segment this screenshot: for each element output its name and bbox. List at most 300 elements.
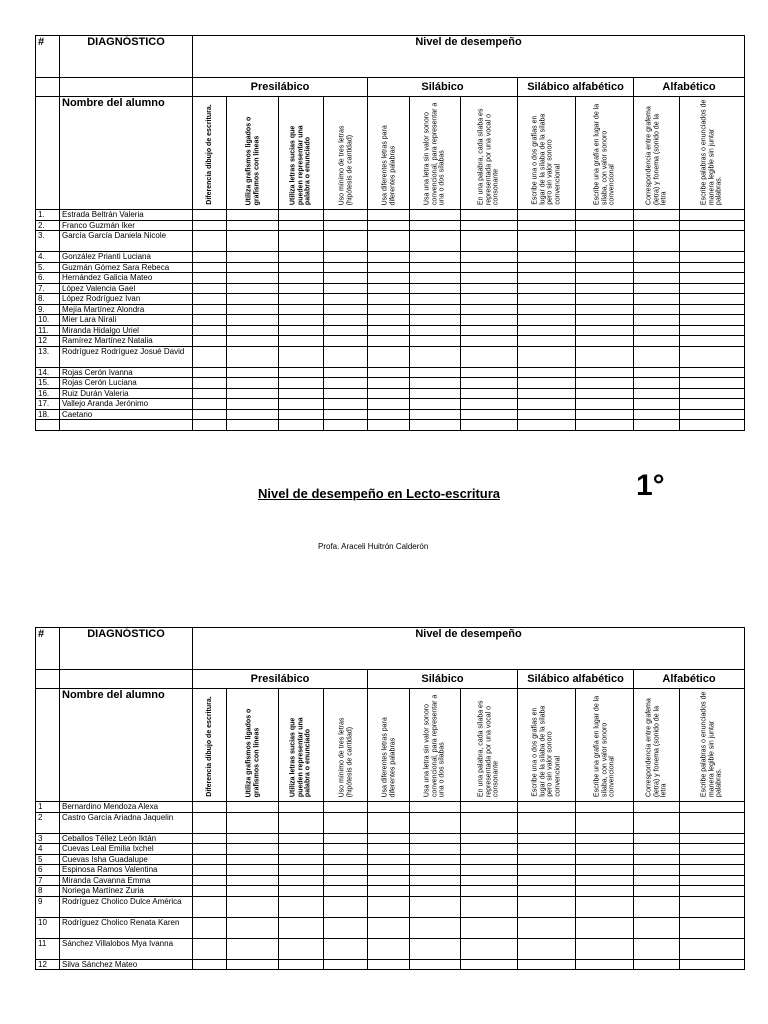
assessment-cell[interactable] [576,833,634,844]
assessment-cell[interactable] [193,409,227,420]
assessment-cell[interactable] [680,210,745,221]
assessment-cell[interactable] [680,854,745,865]
assessment-cell[interactable] [518,886,576,897]
assessment-cell[interactable] [279,262,324,273]
assessment-cell[interactable] [324,886,368,897]
assessment-cell[interactable] [227,378,279,389]
assessment-cell[interactable] [227,304,279,315]
assessment-cell[interactable] [461,959,518,970]
assessment-cell[interactable] [227,399,279,410]
assessment-cell[interactable] [410,367,461,378]
assessment-cell[interactable] [680,388,745,399]
assessment-cell[interactable] [576,231,634,252]
assessment-cell[interactable] [461,336,518,347]
assessment-cell[interactable] [324,938,368,959]
assessment-cell[interactable] [193,399,227,410]
assessment-cell[interactable] [279,220,324,231]
assessment-cell[interactable] [193,346,227,367]
assessment-cell[interactable] [324,315,368,326]
assessment-cell[interactable] [279,420,324,431]
assessment-cell[interactable] [680,844,745,855]
assessment-cell[interactable] [518,252,576,263]
assessment-cell[interactable] [368,315,410,326]
assessment-cell[interactable] [368,283,410,294]
assessment-cell[interactable] [227,875,279,886]
assessment-cell[interactable] [518,346,576,367]
assessment-cell[interactable] [518,938,576,959]
assessment-cell[interactable] [279,283,324,294]
assessment-cell[interactable] [227,896,279,917]
assessment-cell[interactable] [576,399,634,410]
assessment-cell[interactable] [634,220,680,231]
assessment-cell[interactable] [634,388,680,399]
assessment-cell[interactable] [518,220,576,231]
assessment-cell[interactable] [680,304,745,315]
assessment-cell[interactable] [410,833,461,844]
assessment-cell[interactable] [410,917,461,938]
assessment-cell[interactable] [576,210,634,221]
assessment-cell[interactable] [227,886,279,897]
assessment-cell[interactable] [279,231,324,252]
assessment-cell[interactable] [680,325,745,336]
assessment-cell[interactable] [193,231,227,252]
assessment-cell[interactable] [279,812,324,833]
assessment-cell[interactable] [227,802,279,813]
assessment-cell[interactable] [634,409,680,420]
assessment-cell[interactable] [461,315,518,326]
assessment-cell[interactable] [518,262,576,273]
assessment-cell[interactable] [279,409,324,420]
assessment-cell[interactable] [227,252,279,263]
assessment-cell[interactable] [227,283,279,294]
assessment-cell[interactable] [227,865,279,876]
assessment-cell[interactable] [410,875,461,886]
assessment-cell[interactable] [368,844,410,855]
assessment-cell[interactable] [227,210,279,221]
assessment-cell[interactable] [410,812,461,833]
assessment-cell[interactable] [634,262,680,273]
assessment-cell[interactable] [324,802,368,813]
assessment-cell[interactable] [193,315,227,326]
assessment-cell[interactable] [227,346,279,367]
assessment-cell[interactable] [634,346,680,367]
assessment-cell[interactable] [279,388,324,399]
assessment-cell[interactable] [410,294,461,305]
assessment-cell[interactable] [279,875,324,886]
assessment-cell[interactable] [634,399,680,410]
assessment-cell[interactable] [410,409,461,420]
assessment-cell[interactable] [461,865,518,876]
assessment-cell[interactable] [368,409,410,420]
assessment-cell[interactable] [324,273,368,284]
assessment-cell[interactable] [410,273,461,284]
assessment-cell[interactable] [410,315,461,326]
assessment-cell[interactable] [634,875,680,886]
assessment-cell[interactable] [461,273,518,284]
assessment-cell[interactable] [410,231,461,252]
assessment-cell[interactable] [461,252,518,263]
assessment-cell[interactable] [576,420,634,431]
assessment-cell[interactable] [324,388,368,399]
assessment-cell[interactable] [410,399,461,410]
assessment-cell[interactable] [576,938,634,959]
assessment-cell[interactable] [368,325,410,336]
assessment-cell[interactable] [680,315,745,326]
assessment-cell[interactable] [576,959,634,970]
assessment-cell[interactable] [461,896,518,917]
assessment-cell[interactable] [634,854,680,865]
assessment-cell[interactable] [634,865,680,876]
assessment-cell[interactable] [368,917,410,938]
assessment-cell[interactable] [518,304,576,315]
assessment-cell[interactable] [634,802,680,813]
assessment-cell[interactable] [634,315,680,326]
assessment-cell[interactable] [368,865,410,876]
assessment-cell[interactable] [518,294,576,305]
assessment-cell[interactable] [324,304,368,315]
assessment-cell[interactable] [518,399,576,410]
assessment-cell[interactable] [634,325,680,336]
assessment-cell[interactable] [518,959,576,970]
assessment-cell[interactable] [576,378,634,389]
assessment-cell[interactable] [368,304,410,315]
assessment-cell[interactable] [680,252,745,263]
assessment-cell[interactable] [227,273,279,284]
assessment-cell[interactable] [193,325,227,336]
assessment-cell[interactable] [680,812,745,833]
assessment-cell[interactable] [368,812,410,833]
assessment-cell[interactable] [680,802,745,813]
assessment-cell[interactable] [324,378,368,389]
assessment-cell[interactable] [410,346,461,367]
assessment-cell[interactable] [518,812,576,833]
assessment-cell[interactable] [518,325,576,336]
assessment-cell[interactable] [193,273,227,284]
assessment-cell[interactable] [368,896,410,917]
assessment-cell[interactable] [461,346,518,367]
assessment-cell[interactable] [461,220,518,231]
assessment-cell[interactable] [227,315,279,326]
assessment-cell[interactable] [634,886,680,897]
assessment-cell[interactable] [410,844,461,855]
assessment-cell[interactable] [576,315,634,326]
assessment-cell[interactable] [461,917,518,938]
assessment-cell[interactable] [634,917,680,938]
assessment-cell[interactable] [227,812,279,833]
assessment-cell[interactable] [634,367,680,378]
assessment-cell[interactable] [576,336,634,347]
assessment-cell[interactable] [634,304,680,315]
assessment-cell[interactable] [368,378,410,389]
assessment-cell[interactable] [279,865,324,876]
assessment-cell[interactable] [193,283,227,294]
assessment-cell[interactable] [193,252,227,263]
assessment-cell[interactable] [227,917,279,938]
assessment-cell[interactable] [461,420,518,431]
assessment-cell[interactable] [634,231,680,252]
assessment-cell[interactable] [279,959,324,970]
assessment-cell[interactable] [279,378,324,389]
assessment-cell[interactable] [227,262,279,273]
assessment-cell[interactable] [227,420,279,431]
assessment-cell[interactable] [518,315,576,326]
assessment-cell[interactable] [518,336,576,347]
assessment-cell[interactable] [324,399,368,410]
assessment-cell[interactable] [193,896,227,917]
assessment-cell[interactable] [461,399,518,410]
assessment-cell[interactable] [576,252,634,263]
assessment-cell[interactable] [279,917,324,938]
assessment-cell[interactable] [680,367,745,378]
assessment-cell[interactable] [410,336,461,347]
assessment-cell[interactable] [680,231,745,252]
assessment-cell[interactable] [193,938,227,959]
assessment-cell[interactable] [680,938,745,959]
assessment-cell[interactable] [324,865,368,876]
assessment-cell[interactable] [576,886,634,897]
assessment-cell[interactable] [324,833,368,844]
assessment-cell[interactable] [324,336,368,347]
assessment-cell[interactable] [279,210,324,221]
assessment-cell[interactable] [410,252,461,263]
assessment-cell[interactable] [410,210,461,221]
assessment-cell[interactable] [634,959,680,970]
assessment-cell[interactable] [368,833,410,844]
assessment-cell[interactable] [518,420,576,431]
assessment-cell[interactable] [279,252,324,263]
assessment-cell[interactable] [461,231,518,252]
assessment-cell[interactable] [324,896,368,917]
assessment-cell[interactable] [461,283,518,294]
assessment-cell[interactable] [368,252,410,263]
assessment-cell[interactable] [193,854,227,865]
assessment-cell[interactable] [576,875,634,886]
assessment-cell[interactable] [279,346,324,367]
assessment-cell[interactable] [279,854,324,865]
assessment-cell[interactable] [324,210,368,221]
assessment-cell[interactable] [324,294,368,305]
assessment-cell[interactable] [680,262,745,273]
assessment-cell[interactable] [576,304,634,315]
assessment-cell[interactable] [368,220,410,231]
assessment-cell[interactable] [518,283,576,294]
assessment-cell[interactable] [680,399,745,410]
assessment-cell[interactable] [461,294,518,305]
assessment-cell[interactable] [461,378,518,389]
assessment-cell[interactable] [680,917,745,938]
assessment-cell[interactable] [576,844,634,855]
assessment-cell[interactable] [227,294,279,305]
assessment-cell[interactable] [279,315,324,326]
assessment-cell[interactable] [634,283,680,294]
assessment-cell[interactable] [324,844,368,855]
assessment-cell[interactable] [461,938,518,959]
assessment-cell[interactable] [634,938,680,959]
assessment-cell[interactable] [227,409,279,420]
assessment-cell[interactable] [279,896,324,917]
assessment-cell[interactable] [193,833,227,844]
assessment-cell[interactable] [518,378,576,389]
assessment-cell[interactable] [410,283,461,294]
assessment-cell[interactable] [576,812,634,833]
assessment-cell[interactable] [324,367,368,378]
assessment-cell[interactable] [227,231,279,252]
assessment-cell[interactable] [576,409,634,420]
assessment-cell[interactable] [279,325,324,336]
assessment-cell[interactable] [680,294,745,305]
assessment-cell[interactable] [279,833,324,844]
assessment-cell[interactable] [368,802,410,813]
assessment-cell[interactable] [634,378,680,389]
assessment-cell[interactable] [279,886,324,897]
assessment-cell[interactable] [227,367,279,378]
assessment-cell[interactable] [634,896,680,917]
assessment-cell[interactable] [518,875,576,886]
assessment-cell[interactable] [193,875,227,886]
assessment-cell[interactable] [324,252,368,263]
assessment-cell[interactable] [193,378,227,389]
assessment-cell[interactable] [368,875,410,886]
assessment-cell[interactable] [193,336,227,347]
assessment-cell[interactable] [193,886,227,897]
assessment-cell[interactable] [324,283,368,294]
assessment-cell[interactable] [518,231,576,252]
assessment-cell[interactable] [410,959,461,970]
assessment-cell[interactable] [680,220,745,231]
assessment-cell[interactable] [680,959,745,970]
assessment-cell[interactable] [410,896,461,917]
assessment-cell[interactable] [410,802,461,813]
assessment-cell[interactable] [461,844,518,855]
assessment-cell[interactable] [518,844,576,855]
assessment-cell[interactable] [461,388,518,399]
assessment-cell[interactable] [518,865,576,876]
assessment-cell[interactable] [680,886,745,897]
assessment-cell[interactable] [576,388,634,399]
assessment-cell[interactable] [680,346,745,367]
assessment-cell[interactable] [368,273,410,284]
assessment-cell[interactable] [461,875,518,886]
assessment-cell[interactable] [410,262,461,273]
assessment-cell[interactable] [680,336,745,347]
assessment-cell[interactable] [368,959,410,970]
assessment-cell[interactable] [193,812,227,833]
assessment-cell[interactable] [193,388,227,399]
assessment-cell[interactable] [227,325,279,336]
assessment-cell[interactable] [193,802,227,813]
assessment-cell[interactable] [279,844,324,855]
assessment-cell[interactable] [324,917,368,938]
assessment-cell[interactable] [518,802,576,813]
assessment-cell[interactable] [518,833,576,844]
assessment-cell[interactable] [680,409,745,420]
assessment-cell[interactable] [680,875,745,886]
assessment-cell[interactable] [227,220,279,231]
assessment-cell[interactable] [324,325,368,336]
assessment-cell[interactable] [634,273,680,284]
assessment-cell[interactable] [576,917,634,938]
assessment-cell[interactable] [368,262,410,273]
assessment-cell[interactable] [634,812,680,833]
assessment-cell[interactable] [324,959,368,970]
assessment-cell[interactable] [193,367,227,378]
assessment-cell[interactable] [518,896,576,917]
assessment-cell[interactable] [518,273,576,284]
assessment-cell[interactable] [279,273,324,284]
assessment-cell[interactable] [461,812,518,833]
assessment-cell[interactable] [227,938,279,959]
assessment-cell[interactable] [461,833,518,844]
assessment-cell[interactable] [324,262,368,273]
assessment-cell[interactable] [461,367,518,378]
assessment-cell[interactable] [368,231,410,252]
assessment-cell[interactable] [410,220,461,231]
assessment-cell[interactable] [410,378,461,389]
assessment-cell[interactable] [368,886,410,897]
assessment-cell[interactable] [461,802,518,813]
assessment-cell[interactable] [279,367,324,378]
assessment-cell[interactable] [410,865,461,876]
assessment-cell[interactable] [410,388,461,399]
assessment-cell[interactable] [576,325,634,336]
assessment-cell[interactable] [576,854,634,865]
assessment-cell[interactable] [576,273,634,284]
assessment-cell[interactable] [193,917,227,938]
assessment-cell[interactable] [634,833,680,844]
assessment-cell[interactable] [193,844,227,855]
assessment-cell[interactable] [324,346,368,367]
assessment-cell[interactable] [680,283,745,294]
assessment-cell[interactable] [576,262,634,273]
assessment-cell[interactable] [193,220,227,231]
assessment-cell[interactable] [279,802,324,813]
assessment-cell[interactable] [410,325,461,336]
assessment-cell[interactable] [227,336,279,347]
assessment-cell[interactable] [279,336,324,347]
assessment-cell[interactable] [279,304,324,315]
assessment-cell[interactable] [634,844,680,855]
assessment-cell[interactable] [410,304,461,315]
assessment-cell[interactable] [368,367,410,378]
assessment-cell[interactable] [634,252,680,263]
assessment-cell[interactable] [324,875,368,886]
assessment-cell[interactable] [324,231,368,252]
assessment-cell[interactable] [368,346,410,367]
assessment-cell[interactable] [368,336,410,347]
assessment-cell[interactable] [576,367,634,378]
assessment-cell[interactable] [279,938,324,959]
assessment-cell[interactable] [461,325,518,336]
assessment-cell[interactable] [227,833,279,844]
assessment-cell[interactable] [634,294,680,305]
assessment-cell[interactable] [368,854,410,865]
assessment-cell[interactable] [410,854,461,865]
assessment-cell[interactable] [227,959,279,970]
assessment-cell[interactable] [368,210,410,221]
assessment-cell[interactable] [518,409,576,420]
assessment-cell[interactable] [680,273,745,284]
assessment-cell[interactable] [461,854,518,865]
assessment-cell[interactable] [193,304,227,315]
assessment-cell[interactable] [279,399,324,410]
assessment-cell[interactable] [461,210,518,221]
assessment-cell[interactable] [193,959,227,970]
assessment-cell[interactable] [227,388,279,399]
assessment-cell[interactable] [576,283,634,294]
assessment-cell[interactable] [193,294,227,305]
assessment-cell[interactable] [193,420,227,431]
assessment-cell[interactable] [227,844,279,855]
